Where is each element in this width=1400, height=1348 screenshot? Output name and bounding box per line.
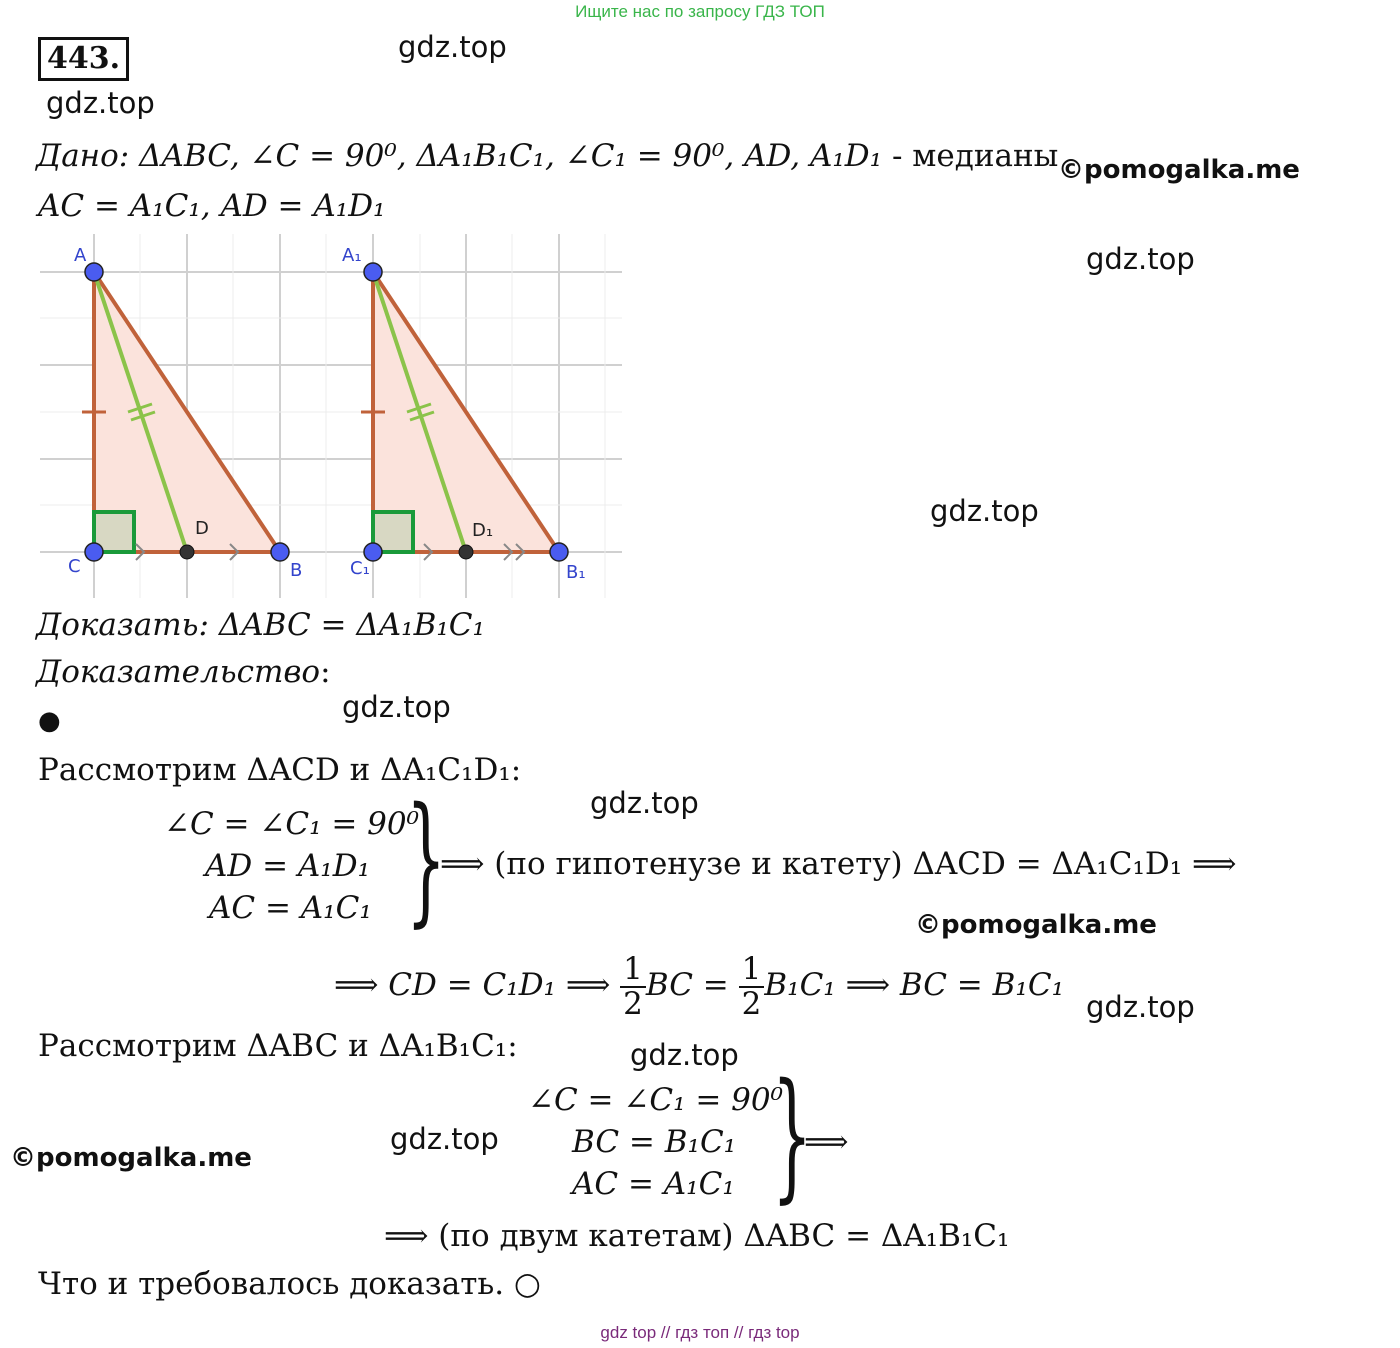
point-c [85,543,103,561]
label-a1: A₁ [342,245,362,266]
point-b [271,543,289,561]
step1-bc: BC = [645,967,729,1003]
footer-links[interactable]: gdz top // гдз топ // гдз top [600,1323,800,1342]
step2-cond-ac: AC = A₁C₁ [572,1166,735,1202]
watermark-gdz: gdz.top [398,30,507,64]
step2-intro: Рассмотрим ΔABC и ΔA₁B₁C₁: [38,1028,518,1064]
step2-conclusion: ⟹ (по двум катетам) ΔABC = ΔA₁B₁C₁ [384,1218,1010,1254]
step2-cond-bc: BC = B₁C₁ [572,1124,737,1160]
problem-number: 443. [38,37,129,81]
prove-label: Доказать [36,607,199,643]
search-banner: Ищите нас по запросу ГДЗ ТОП [575,2,825,21]
point-a1 [364,263,382,281]
fraction-half: $\frac{1}{2}$ [620,953,646,1020]
given-medians: - медианы [882,138,1059,174]
step1-cd-eq: ⟹ CD = C₁D₁ ⟹ [334,967,611,1003]
step1-conclusion: ⟹ (по гипотенузе и катету) ΔACD = ΔA₁C₁D₁ ⟹ [440,846,1237,882]
proof-colon: : [320,654,331,690]
watermark-gdz: gdz.top [1086,990,1195,1024]
given-line-1 [36,138,1058,174]
label-b: B [290,560,303,581]
triangles-figure [40,234,622,598]
watermark-gdz: gdz.top [930,494,1039,528]
watermark-copyright: ©pomogalka.me [915,910,1157,940]
watermark-gdz: gdz.top [46,86,155,120]
proof-label: Доказательство [36,654,321,690]
point-d1 [459,545,473,559]
given-label: Дано [36,138,119,174]
label-d: D [195,518,209,539]
given-line-2: AC = A₁C₁, AD = A₁D₁ [38,188,386,224]
fraction-half: $\frac{1}{2}$ [739,953,765,1020]
point-b1 [550,543,568,561]
watermark-gdz: gdz.top [390,1122,499,1156]
label-d1: D₁ [472,520,494,541]
watermark-copyright: ©pomogalka.me [1058,155,1300,185]
step1-b1c1: B₁C₁ ⟹ BC = B₁C₁ [764,967,1064,1003]
watermark-gdz: gdz.top [630,1038,739,1072]
step2-arrow: ⟹ [804,1124,849,1160]
watermark-gdz: gdz.top [342,690,451,724]
step1-cond-leg: AC = A₁C₁ [209,890,372,926]
step1-brace: } [406,778,447,941]
step2-brace: } [772,1054,813,1217]
step2-cond-angle: ∠C = ∠C₁ = 90⁰ [528,1082,784,1118]
point-d [180,545,194,559]
bullet: ● [38,706,61,736]
step1-intro: Рассмотрим ΔACD и ΔA₁C₁D₁: [38,752,522,788]
label-c: C [68,556,81,577]
prove-statement: : ΔABC = ΔA₁B₁C₁ [198,607,485,643]
label-b1: B₁ [566,562,586,583]
prove-line [36,607,485,643]
point-a [85,263,103,281]
label-c1: C₁ [350,558,370,579]
watermark-gdz: gdz.top [1086,242,1195,276]
label-a: A [74,245,87,266]
step1-cond-angle: ∠C = ∠C₁ = 90⁰ [164,806,420,842]
watermark-gdz: gdz.top [590,786,699,820]
given-conditions: : ΔABC, ∠C = 90⁰, ΔA₁B₁C₁, ∠C₁ = 90⁰, AD, A₁D₁ [118,138,883,174]
proof-heading [36,654,331,690]
watermark-copyright: ©pomogalka.me [10,1143,252,1173]
qed-line: Что и требовалось доказать. ○ [38,1266,541,1302]
step1-line2 [334,940,1064,1030]
step1-cond-hyp: AD = A₁D₁ [205,848,371,884]
